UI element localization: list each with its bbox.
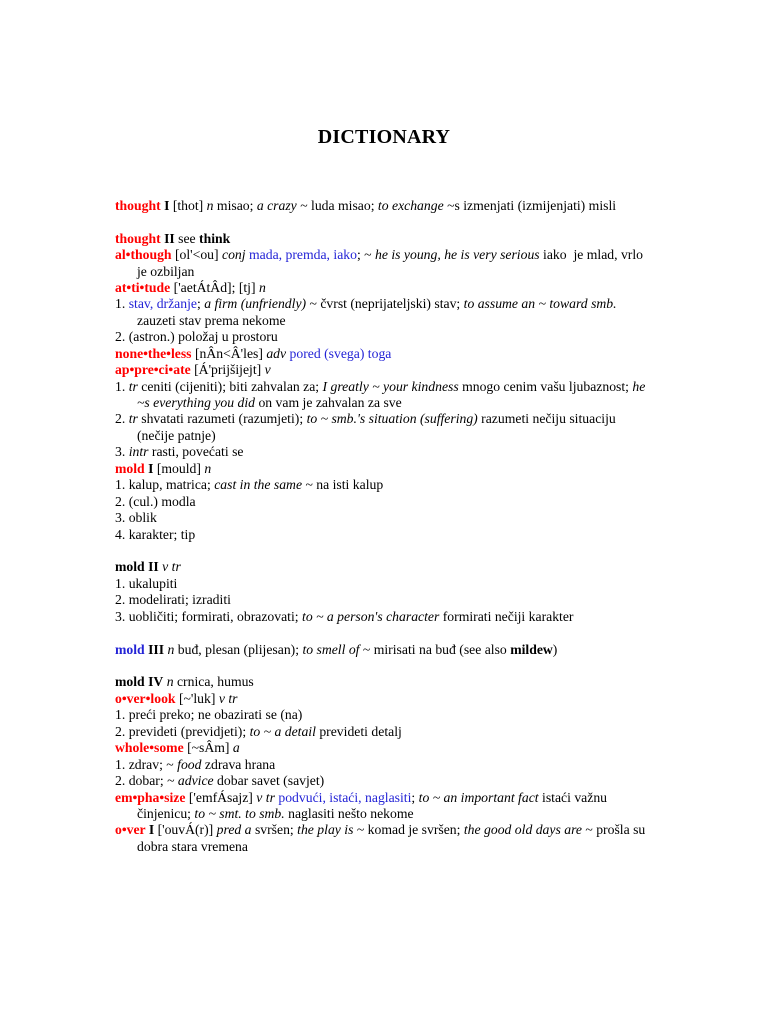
definition-text: [Á'prijšijejt] <box>190 362 265 378</box>
headword: none•the•less <box>115 345 192 361</box>
entry-line <box>115 494 715 510</box>
headword: thought <box>115 197 161 213</box>
definition-text: crnica, humus <box>173 674 254 690</box>
dictionary-entry <box>115 642 715 658</box>
entry-group <box>115 198 715 214</box>
italic-label: he is young, he is very serious <box>375 247 540 263</box>
dictionary-entry <box>115 707 715 723</box>
definition-text: 1. zdrav; ~ <box>115 756 178 772</box>
definition-text: razumeti nečiju situaciju <box>477 411 616 427</box>
bold-term: I <box>160 197 170 213</box>
italic-label: tr <box>128 411 138 427</box>
entry-continuation-line <box>115 395 715 411</box>
definition-text: zauzeti stav prema nekome <box>137 312 286 328</box>
italic-label: n <box>258 279 266 295</box>
italic-label: intr <box>128 444 149 460</box>
dictionary-entry <box>115 461 715 477</box>
definition-text: 1. <box>115 296 129 312</box>
definition-text: 2. (cul.) modla <box>115 493 196 509</box>
italic-label: he <box>632 378 646 394</box>
dictionary-body <box>115 198 715 856</box>
entry-group <box>115 642 715 658</box>
italic-label: ~s everything you did <box>137 395 256 411</box>
entry-continuation-line <box>115 839 715 855</box>
translation: pored (svega) toga <box>289 345 392 361</box>
bold-term: mildew <box>510 641 553 657</box>
definition-text: ~ komad je svršen; <box>353 822 464 838</box>
italic-label: advice <box>177 773 214 789</box>
definition-text: 1. ukalupiti <box>115 575 178 591</box>
definition-text: on vam je zahvalan za sve <box>255 395 402 411</box>
entry-line <box>115 757 715 773</box>
definition-text: ; <box>196 296 205 312</box>
bold-term: I <box>145 822 155 838</box>
dictionary-entry <box>115 379 715 412</box>
bold-term: think <box>199 230 231 246</box>
definition-text: 2. dobar; ~ <box>115 773 178 789</box>
italic-label: to ~ an important fact <box>418 789 539 805</box>
italic-label: tr <box>128 378 138 394</box>
entry-continuation-line <box>115 428 715 444</box>
definition-text: je ozbiljan <box>137 263 195 279</box>
definition-text: ['emfÁsajz] <box>185 789 257 805</box>
italic-label: food <box>177 756 202 772</box>
entry-line <box>115 329 715 345</box>
italic-label: pred a <box>216 822 252 838</box>
definition-text: ~ čvrst (neprijateljski) stav; <box>306 296 464 312</box>
italic-label: to smell of <box>302 641 360 657</box>
entry-line <box>115 642 715 658</box>
italic-label: v tr <box>162 559 181 575</box>
headword: al•though <box>115 247 172 263</box>
dictionary-entry <box>115 329 715 345</box>
italic-label: to assume an ~ toward smb. <box>463 296 617 312</box>
dictionary-entry <box>115 773 715 789</box>
definition-text: 2. modelirati; izraditi <box>115 592 231 608</box>
entry-line <box>115 576 715 592</box>
entry-line <box>115 559 715 575</box>
italic-label: a crazy <box>256 197 297 213</box>
entry-line <box>115 280 715 296</box>
translation: stav, držanje <box>128 296 197 312</box>
italic-label: to ~ smb.'s situation (suffering) <box>306 411 478 427</box>
definition-text: naglasiti nešto nekome <box>284 805 414 821</box>
entry-continuation-line <box>115 264 715 280</box>
dictionary-entry <box>115 576 715 592</box>
definition-text: zdrava hrana <box>201 756 276 772</box>
dictionary-entry <box>115 411 715 444</box>
definition-text: 3. <box>115 444 129 460</box>
entry-line <box>115 362 715 378</box>
definition-text: ~ mirisati na buđ (see also <box>359 641 511 657</box>
definition-text: ~ luda misao; <box>296 197 378 213</box>
entry-line <box>115 444 715 460</box>
bold-term: II <box>160 230 175 246</box>
italic-label: to ~ a detail <box>249 723 316 739</box>
linked-headword: mold <box>115 641 145 657</box>
definition-text: dobra stara vremena <box>137 838 248 854</box>
definition-text: ~s izmenjati (izmijenjati) misli <box>443 197 617 213</box>
entry-line <box>115 707 715 723</box>
definition-text: 1. kalup, matrica; <box>115 477 215 493</box>
headword: thought <box>115 230 161 246</box>
dictionary-entry <box>115 527 715 543</box>
italic-label: I greatly ~ your kindness <box>322 378 459 394</box>
dictionary-entry <box>115 691 715 707</box>
definition-text: ['ouvÁ(r)] <box>154 822 217 838</box>
entry-group <box>115 674 715 855</box>
translation: podvući, istaći, naglasiti <box>278 789 412 805</box>
definition-text: buđ, plesan (plijesan); <box>174 641 303 657</box>
entry-continuation-line <box>115 313 715 329</box>
dictionary-entry <box>115 790 715 823</box>
entry-line <box>115 411 715 427</box>
definition-text: 3. uobličiti; formirati, obrazovati; <box>115 608 303 624</box>
entry-line <box>115 790 715 806</box>
italic-label: n <box>204 460 212 476</box>
definition-text: činjenicu; <box>137 805 195 821</box>
bold-term: I <box>144 460 154 476</box>
dictionary-entry <box>115 444 715 460</box>
dictionary-entry <box>115 559 715 575</box>
italic-label: a firm (unfriendly) <box>204 296 307 312</box>
italic-label: to ~ smt. to smb. <box>194 805 285 821</box>
entry-line <box>115 724 715 740</box>
dictionary-entry <box>115 362 715 378</box>
dictionary-entry <box>115 592 715 608</box>
entry-line <box>115 461 715 477</box>
italic-label: n <box>167 641 175 657</box>
italic-label: a <box>232 740 240 756</box>
definition-text: ; <box>411 789 419 805</box>
definition-text: ['aetÁtÂd]; [tj] <box>170 279 259 295</box>
italic-label: v tr <box>218 690 238 706</box>
dictionary-entry <box>115 510 715 526</box>
headword: em•pha•size <box>115 789 186 805</box>
italic-label: the play is <box>297 822 354 838</box>
entry-continuation-line <box>115 806 715 822</box>
definition-text: 1. <box>115 378 129 394</box>
dictionary-entry <box>115 247 715 280</box>
definition-text: istaći važnu <box>538 789 608 805</box>
definition-text: rasti, povećati se <box>148 444 244 460</box>
dictionary-entry <box>115 724 715 740</box>
definition-text: 2. prevideti (previdjeti); <box>115 723 250 739</box>
headword: o•ver•look <box>115 690 176 706</box>
entry-line <box>115 198 715 214</box>
italic-label: n <box>166 674 174 690</box>
definition-text: ; ~ <box>356 247 376 263</box>
entry-line <box>115 477 715 493</box>
definition-text: iako je mlad, vrlo <box>539 247 644 263</box>
entry-group <box>115 559 715 625</box>
page-title: DICTIONARY <box>317 126 451 148</box>
italic-label: cast in the same <box>214 477 303 493</box>
definition-text: 3. oblik <box>115 510 157 526</box>
entry-line <box>115 346 715 362</box>
italic-label: n <box>206 197 214 213</box>
definition-text: (nečije patnje) <box>137 427 216 443</box>
dictionary-entry <box>115 609 715 625</box>
definition-text: svršen; <box>251 822 298 838</box>
entry-line <box>115 296 715 312</box>
entry-line <box>115 822 715 838</box>
italic-label: adv <box>266 345 287 361</box>
entry-group <box>115 231 715 543</box>
definition-text: [ol'<ou] <box>171 247 223 263</box>
dictionary-entry <box>115 494 715 510</box>
definition-text: 4. karakter; tip <box>115 526 196 542</box>
headword: whole•some <box>115 740 184 756</box>
dictionary-entry <box>115 231 715 247</box>
dictionary-entry <box>115 280 715 296</box>
definition-text: 1. preći preko; ne obazirati se (na) <box>115 707 303 723</box>
entry-line <box>115 231 715 247</box>
definition-text: [thot] <box>169 197 207 213</box>
entry-line <box>115 609 715 625</box>
definition-text: 2. (astron.) položaj u prostoru <box>115 329 278 345</box>
dictionary-entry <box>115 740 715 756</box>
definition-text: ~ na isti kalup <box>302 477 384 493</box>
bold-term: mold IV <box>115 674 164 690</box>
definition-text: [~sÂm] <box>183 740 233 756</box>
dictionary-entry <box>115 757 715 773</box>
italic-label: to ~ a person's character <box>302 608 440 624</box>
translation: mada, premda, iako <box>249 247 357 263</box>
definition-text: [~'luk] <box>175 690 219 706</box>
headword: ap•pre•ci•ate <box>115 362 191 378</box>
bold-term: III <box>144 641 165 657</box>
entry-line <box>115 247 715 263</box>
definition-text: 2. <box>115 411 129 427</box>
headword: mold <box>115 460 145 476</box>
headword: o•ver <box>115 822 146 838</box>
italic-label: to exchange <box>377 197 444 213</box>
definition-text: see <box>174 230 200 246</box>
dictionary-entry <box>115 198 715 214</box>
dictionary-entry <box>115 477 715 493</box>
definition-text: ~ prošla su <box>581 822 646 838</box>
entry-line <box>115 773 715 789</box>
dictionary-entry <box>115 822 715 855</box>
italic-label: conj <box>222 247 246 263</box>
entry-line <box>115 592 715 608</box>
definition-text: mnogo cenim vašu ljubaznost; <box>458 378 633 394</box>
definition-text: [nÂn<Â'les] <box>191 345 267 361</box>
dictionary-entry <box>115 346 715 362</box>
definition-text: shvatati razumeti (razumjeti); <box>137 411 307 427</box>
definition-text: misao; <box>213 197 257 213</box>
entry-line <box>115 510 715 526</box>
entry-line <box>115 527 715 543</box>
entry-line <box>115 740 715 756</box>
definition-text: ) <box>552 641 558 657</box>
definition-text: [mould] <box>153 460 205 476</box>
headword: at•ti•tude <box>115 279 171 295</box>
italic-label: v tr <box>256 789 275 805</box>
entry-line <box>115 691 715 707</box>
italic-label: the good old days are <box>463 822 582 838</box>
definition-text: formirati nečiji karakter <box>439 608 574 624</box>
bold-term: mold II <box>115 559 159 575</box>
dictionary-entry <box>115 674 715 690</box>
dictionary-entry <box>115 296 715 329</box>
definition-text: prevideti detalj <box>315 723 402 739</box>
italic-label: v <box>264 362 271 378</box>
entry-line <box>115 379 715 395</box>
definition-text: ceniti (cijeniti); biti zahvalan za; <box>137 378 323 394</box>
entry-line <box>115 674 715 690</box>
definition-text: dobar savet (savjet) <box>213 773 325 789</box>
